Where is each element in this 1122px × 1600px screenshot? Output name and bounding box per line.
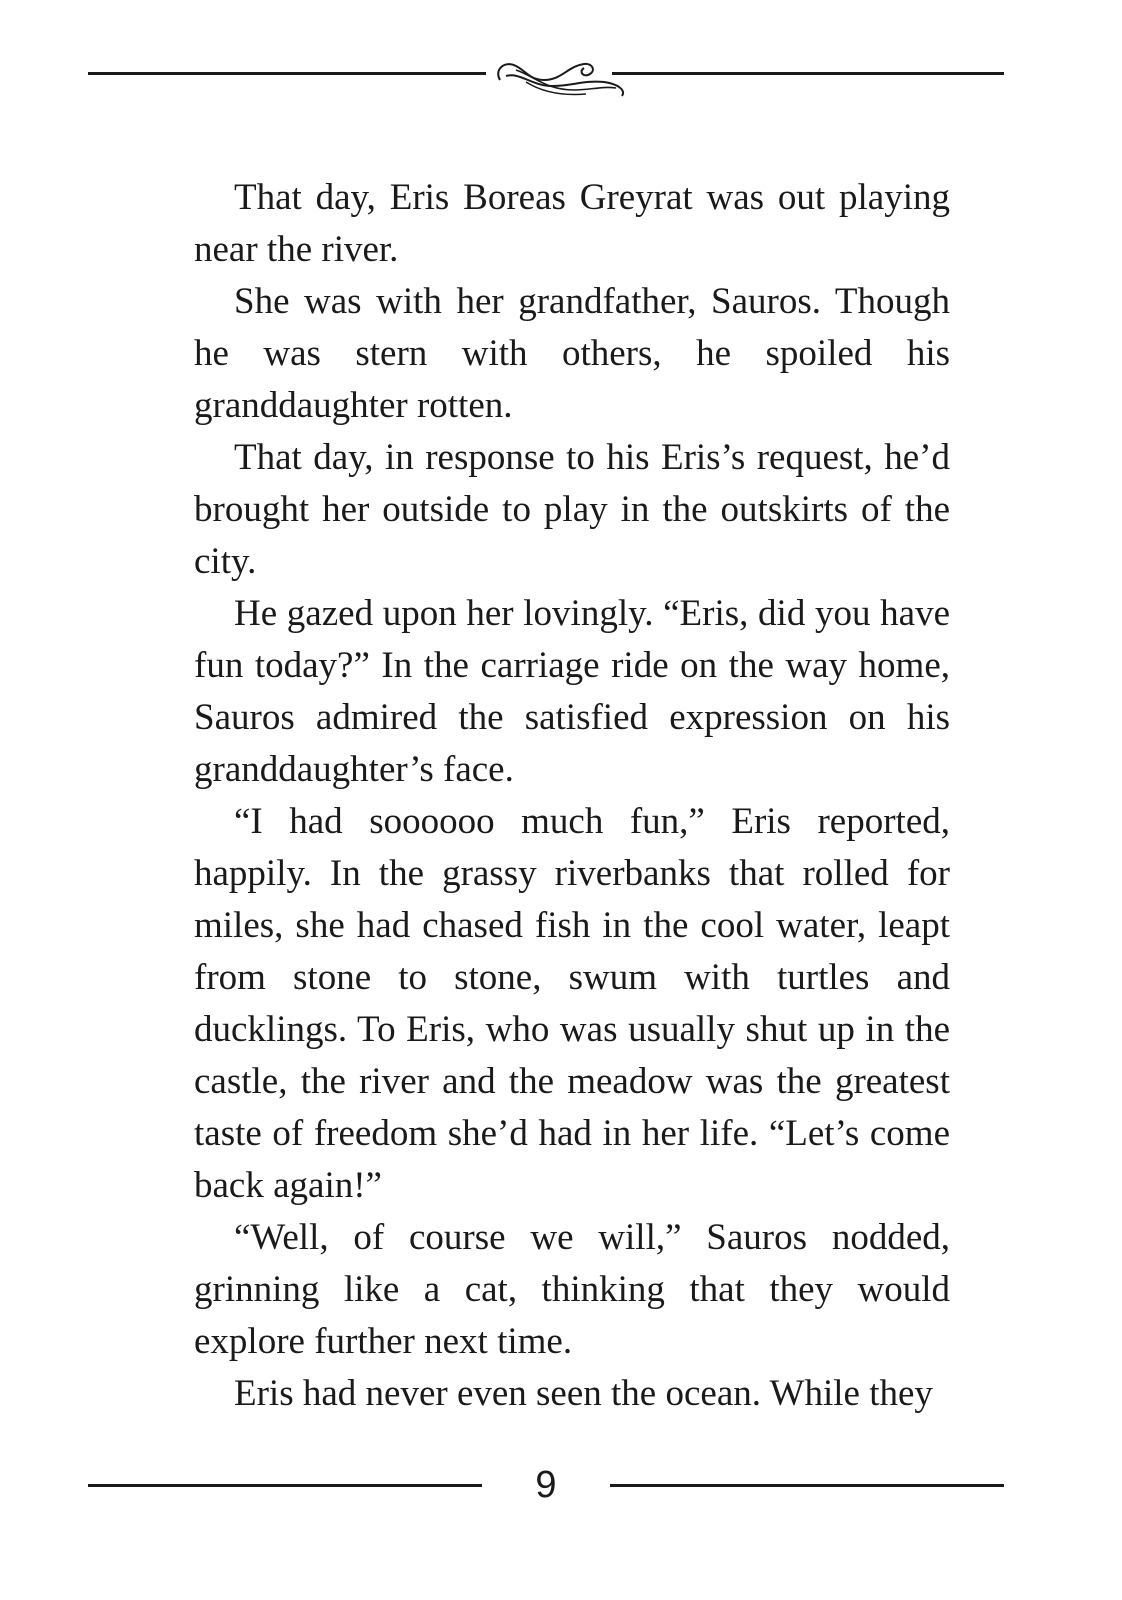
paragraph: “I had soooooo much fun,” Eris reported, happily. In the grassy riverbanks that rolled for miles, she had chased fish in the cool water, leapt from stone to stone, swum with turtles and ducklings. To Eris, who was usually shut up in the castle, the river and the meadow was the greatest taste of freedom she’d had in her life. “Let’s come back again!” <box>194 801 950 1206</box>
footer-rule-right <box>610 1484 1004 1487</box>
paragraph: “Well, of course we will,” Sauros nodded, grinning like a cat, thinking that they would explore further next time. <box>194 1217 950 1362</box>
footer-rule-left <box>88 1484 482 1487</box>
paragraph: Eris had never even seen the ocean. While they <box>234 1373 933 1414</box>
body-text <box>194 172 950 1420</box>
paragraph: He gazed upon her lovingly. “Eris, did you have fun today?” In the carriage ride on the way home, Sauros admired the satisfied expression on his granddaughter’s face. <box>194 593 950 790</box>
paragraph: That day, Eris Boreas Greyrat was out playing near the river. <box>194 177 950 270</box>
paragraph: That day, in response to his Eris’s request, he’d brought her outside to play in the outskirts of the city. <box>194 437 950 582</box>
header-rule-right <box>612 72 1004 75</box>
page-number: 9 <box>535 1464 557 1506</box>
header-rule-left <box>88 72 486 75</box>
paragraph: She was with her grandfather, Sauros. Though he was stern with others, he spoiled his granddaughter rotten. <box>194 281 950 426</box>
